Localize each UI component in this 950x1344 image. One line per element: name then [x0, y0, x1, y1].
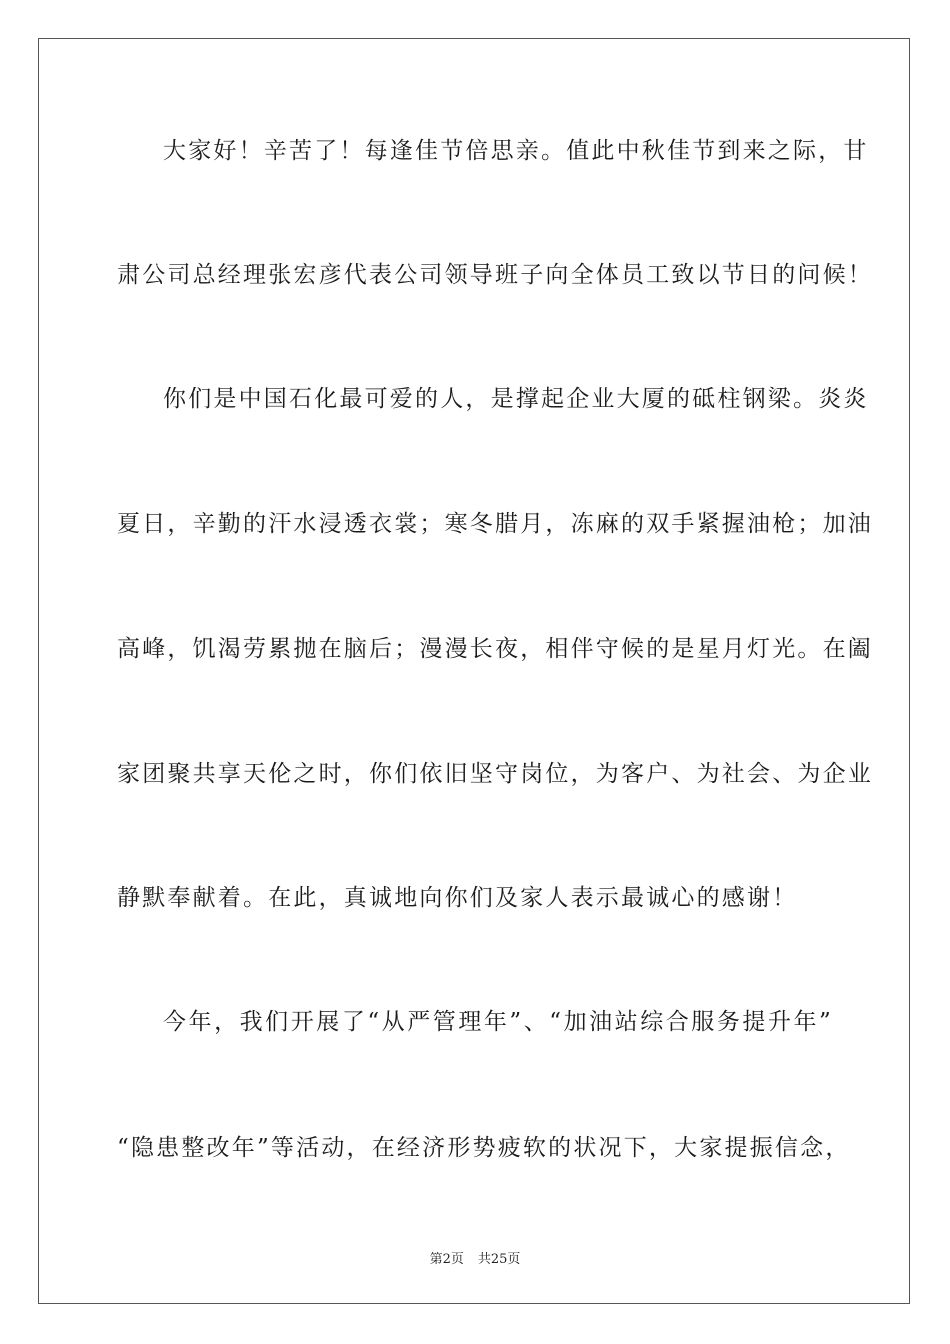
text-line: 静默奉献着。在此，真诚地向你们及家人表示最诚心的感谢！	[117, 885, 798, 911]
page-number: 第2页	[429, 1252, 464, 1267]
text-line: 夏日，辛勤的汗水浸透衣裳；寒冬腊月，冻麻的双手紧握油枪；加油	[117, 511, 873, 537]
text-line: “隐患整改年”等活动，在经济形势疲软的状况下，大家提振信念，	[117, 1135, 851, 1161]
text-line: 肃公司总经理张宏彦代表公司领导班子向全体员工致以节日的问候！	[117, 262, 873, 288]
text-line: 你们是中国石化最可爱的人，是撑起企业大厦的砥柱钢梁。炎炎	[163, 386, 869, 412]
page-total: 共25页	[477, 1252, 521, 1267]
text-line: 家团聚共享天伦之时，你们依旧坚守岗位，为客户、为社会、为企业	[117, 761, 873, 787]
text-line: 今年，我们开展了“从严管理年”、“加油站综合服务提升年”	[163, 1009, 833, 1035]
page-footer	[0, 1248, 950, 1267]
text-line: 高峰，饥渴劳累抛在脑后；漫漫长夜，相伴守候的是星月灯光。在阖	[117, 636, 873, 662]
text-line: 大家好！辛苦了！每逢佳节倍思亲。值此中秋佳节到来之际，甘	[163, 138, 869, 164]
page-border	[38, 38, 910, 1304]
